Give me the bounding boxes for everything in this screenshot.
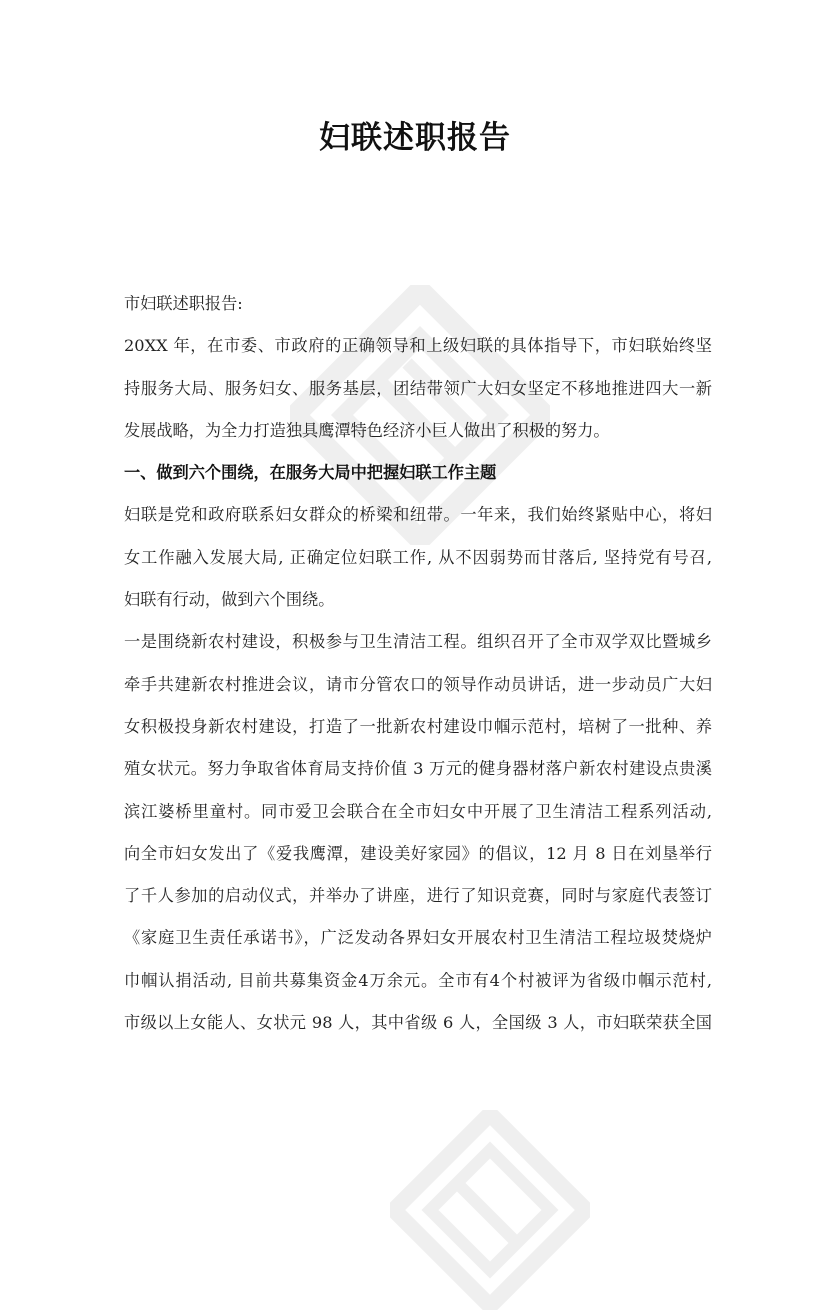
heading-line: 一、做到六个围绕，在服务大局中把握妇联工作主题 (124, 463, 497, 483)
text-line: 妇联是党和政府联系妇女群众的桥梁和纽带。一年来，我们始终紧贴中心，将妇 (124, 505, 712, 525)
paragraph-rural-construction (124, 621, 712, 1044)
text-line: 了千人参加的启动仪式，并举办了讲座，进行了知识竞赛，同时与家庭代表签订 (124, 886, 712, 906)
text-line: 向全市妇女发出了《爱我鹰潭，建设美好家园》的倡议，12 月 8 日在刘垦举行 (124, 843, 712, 863)
document-title: 妇联述职报告 (319, 120, 511, 156)
paragraph-overview (124, 494, 712, 621)
text-line: 一是围绕新农村建设，积极参与卫生清洁工程。组织召开了全市双学双比暨城乡 (124, 632, 712, 652)
section-heading (124, 452, 712, 494)
text-line: 牵手共建新农村推进会议，请市分管农口的领导作动员讲话，进一步动员广大妇 (124, 674, 712, 694)
text-line: 妇联有行动，做到六个围绕。 (124, 590, 335, 610)
text-line: 市级以上女能人、女状元 98 人，其中省级 6 人，全国级 3 人，市妇联荣获全国 (124, 1013, 712, 1033)
text-line: 《家庭卫生责任承诺书》，广泛发动各界妇女开展农村卫生清洁工程垃圾焚烧炉 (124, 928, 712, 948)
text-line: 殖女状元。努力争取省体育局支持价值 3 万元的健身器材落户新农村建设点贵溪 (124, 759, 712, 779)
text-line: 滨江婆桥里童村。同市爱卫会联合在全市妇女中开展了卫生清洁工程系列活动, (124, 801, 712, 821)
paragraph-intro (124, 325, 712, 452)
salutation: 市妇联述职报告: (124, 294, 243, 313)
text-line: 发展战略，为全力打造独具鹰潭特色经济小巨人做出了积极的努力。 (124, 420, 610, 440)
watermark-icon (390, 1110, 590, 1310)
document-body (124, 283, 712, 1044)
text-line: 持服务大局、服务妇女、服务基层，团结带领广大妇女坚定不移地推进四大一新 (124, 378, 712, 398)
text-line: 巾帼认捐活动, 目前共募集资金4万余元。全市有4个村被评为省级巾帼示范村, (124, 970, 712, 990)
text-line: 20XX 年，在市委、市政府的正确领导和上级妇联的具体指导下，市妇联始终坚 (124, 336, 712, 356)
text-line: 女工作融入发展大局, 正确定位妇联工作, 从不因弱势而甘落后, 坚持党有号召, (124, 547, 712, 567)
text-line: 女积极投身新农村建设，打造了一批新农村建设巾帼示范村，培树了一批种、养 (124, 716, 712, 736)
